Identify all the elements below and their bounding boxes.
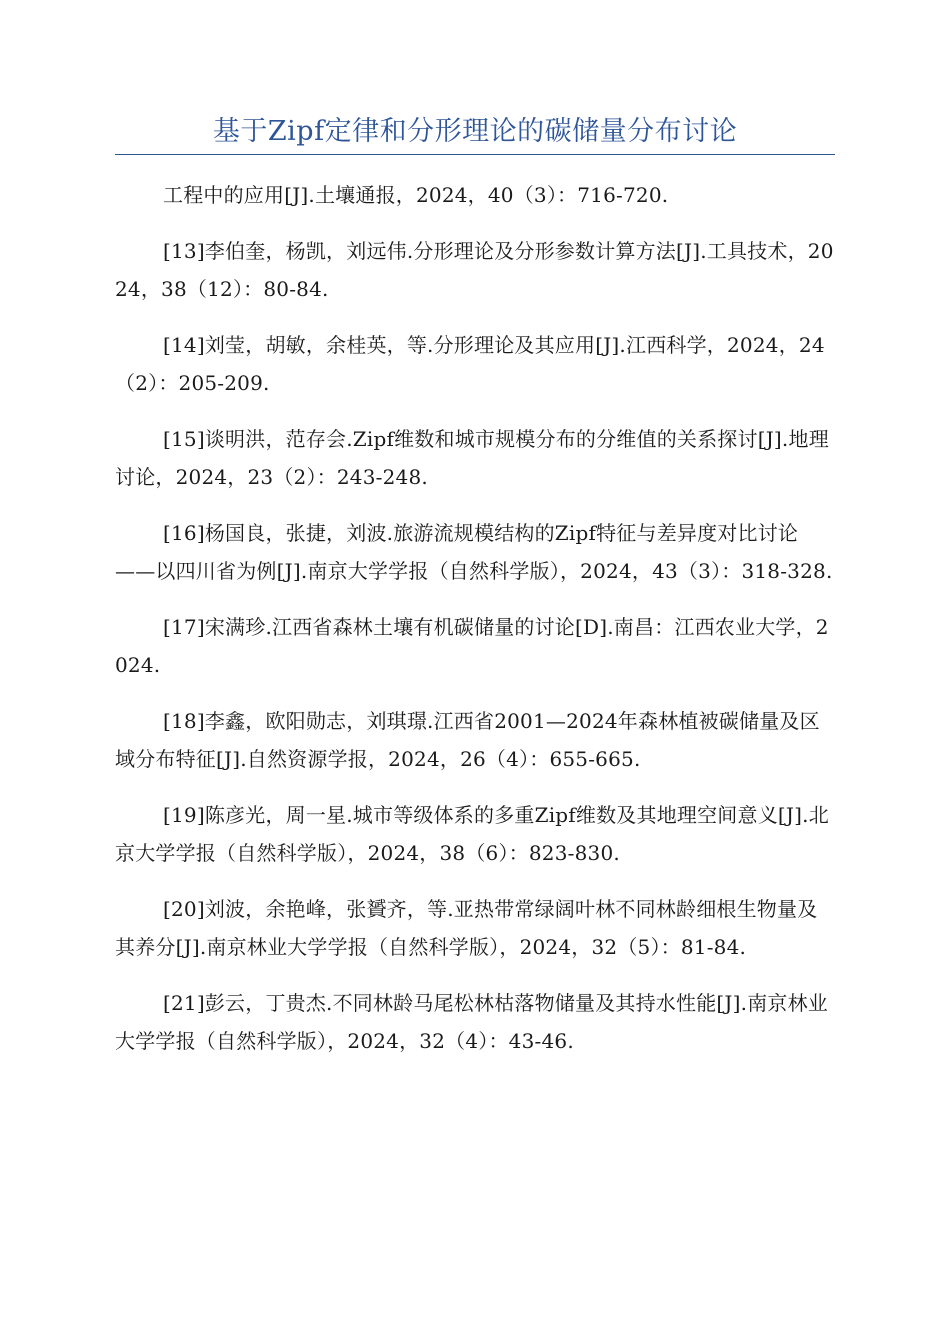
reference-entry-18: [18]李鑫，欧阳勋志，刘琪璟.江西省2001—2024年森林植被碳储量及区域分布特征[J].自然资源学报，2024，26（4）：655-665. — [115, 709, 820, 771]
reference-entry-14: [14]刘莹，胡敏，余桂英，等.分形理论及其应用[J].江西科学，2024，24（2）：205-209. — [115, 333, 825, 395]
reference-entry-17: [17]宋满珍.江西省森林土壤有机碳储量的讨论[D].南昌：江西农业大学，2024. — [115, 615, 829, 677]
page-header-title: 基于Zipf定律和分形理论的碳储量分布讨论 — [212, 116, 738, 147]
reference-entry-20: [20]刘波，余艳峰，张贇齐，等.亚热带常绿阔叶林不同林龄细根生物量及其养分[J].南京林业大学学报（自然科学版），2024，32（5）：81-84. — [115, 897, 818, 959]
reference-entry-21: [21]彭云，丁贵杰.不同林龄马尾松林枯落物储量及其持水性能[J].南京林业大学学报（自然科学版），2024，32（4）：43-46. — [115, 991, 828, 1053]
reference-list — [115, 176, 835, 1078]
reference-entry-16: [16]杨国良，张捷，刘波.旅游流规模结构的Zipf特征与差异度对比讨论——以四川省为例[J].南京大学学报（自然科学版），2024，43（3）：318-328. — [115, 521, 833, 583]
reference-entry-19: [19]陈彦光，周一星.城市等级体系的多重Zipf维数及其地理空间意义[J].北京大学学报（自然科学版），2024，38（6）：823-830. — [115, 803, 829, 865]
header-divider — [115, 154, 835, 155]
reference-entry-continued: 工程中的应用[J].土壤通报，2024，40（3）：716-720. — [163, 183, 669, 207]
reference-entry-15: [15]谈明洪，范存会.Zipf维数和城市规模分布的分维值的关系探讨[J].地理讨论，2024，23（2）：243-248. — [115, 427, 829, 489]
reference-entry-13: [13]李伯奎，杨凯，刘远伟.分形理论及分形参数计算方法[J].工具技术，2024，38（12）：80-84. — [115, 239, 834, 301]
